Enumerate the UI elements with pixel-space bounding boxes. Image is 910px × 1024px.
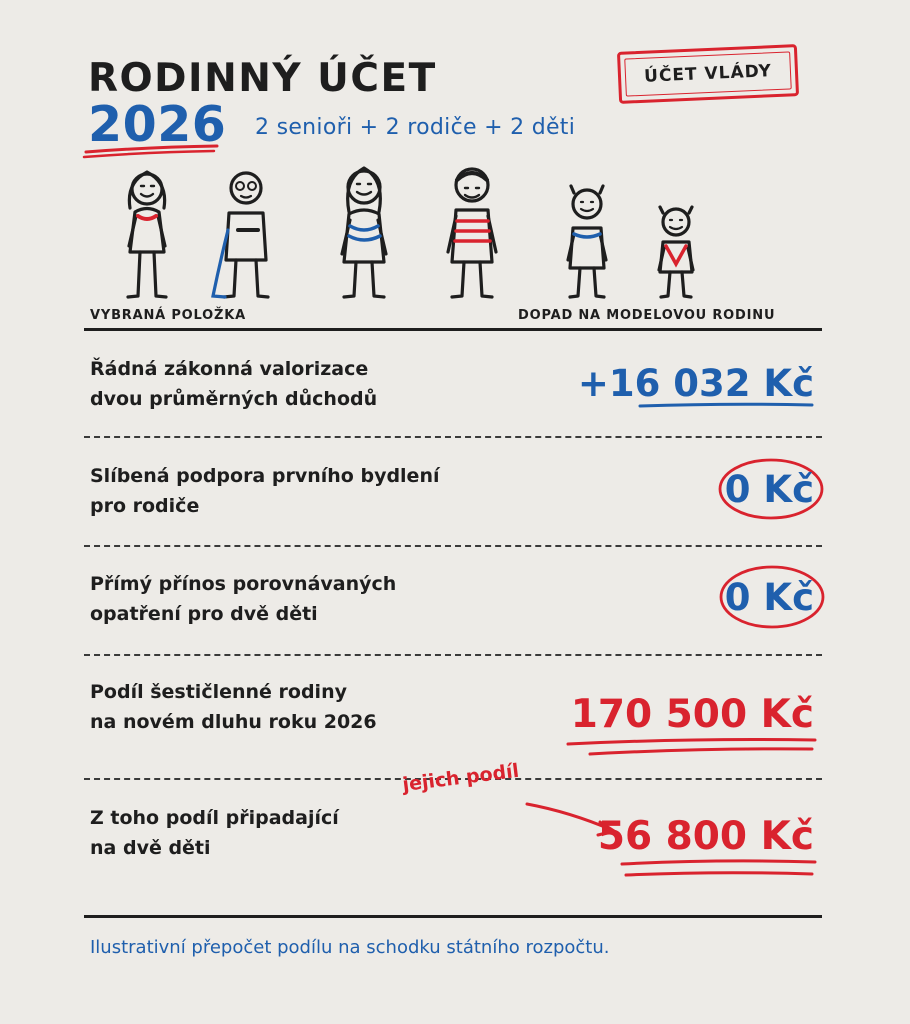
table-row-label: Z toho podíl připadající na dvě děti [90, 807, 339, 859]
annotation-label: jejich podíl [401, 759, 521, 796]
child-icon [659, 207, 693, 297]
family-composition: 2 senioři + 2 rodiče + 2 děti [255, 115, 576, 140]
year-heading: 2026 [88, 96, 227, 153]
row-value: +16 032 Kč [577, 362, 814, 405]
table-row-label: Slíbená podpora prvního bydlení pro rodiče [90, 465, 440, 517]
stamp-label: ÚČET VLÁDY [624, 51, 791, 96]
footnote: Ilustrativní přepočet podílu na schodku státního rozpočtu. [90, 937, 610, 958]
row-value: 0 Kč [724, 576, 814, 619]
row-divider [84, 545, 822, 547]
row-value: 56 800 Kč [597, 814, 814, 859]
value-underline [568, 740, 815, 745]
senior-woman-icon [128, 172, 166, 297]
table-row-label: Přímý přínos porovnávaných opatření pro dvě děti [90, 573, 397, 625]
stamp [617, 44, 799, 104]
row-value: 170 500 Kč [570, 692, 814, 737]
table-row-label: Řádná zákonná valorizace dvou průměrných důchodů [90, 358, 378, 410]
parent-man-icon [448, 169, 496, 297]
column-header-impact: DOPAD NA MODELOVOU RODINU [518, 308, 776, 323]
child-icon [568, 186, 606, 297]
header-divider [84, 328, 822, 331]
row-value: 0 Kč [724, 468, 814, 511]
parent-woman-icon [342, 168, 386, 297]
table-row-label: Podíl šestičlenné rodiny na novém dluhu roku 2026 [90, 681, 377, 733]
row-divider [84, 436, 822, 438]
value-underline [590, 749, 812, 754]
value-underline [622, 861, 815, 864]
column-header-item: VYBRANÁ POLOŽKA [90, 308, 246, 323]
value-underline [626, 873, 812, 875]
row-divider [84, 654, 822, 656]
senior-man-icon [224, 173, 268, 297]
footer-divider [84, 915, 822, 918]
page-title: RODINNÝ ÚČET [88, 56, 437, 101]
